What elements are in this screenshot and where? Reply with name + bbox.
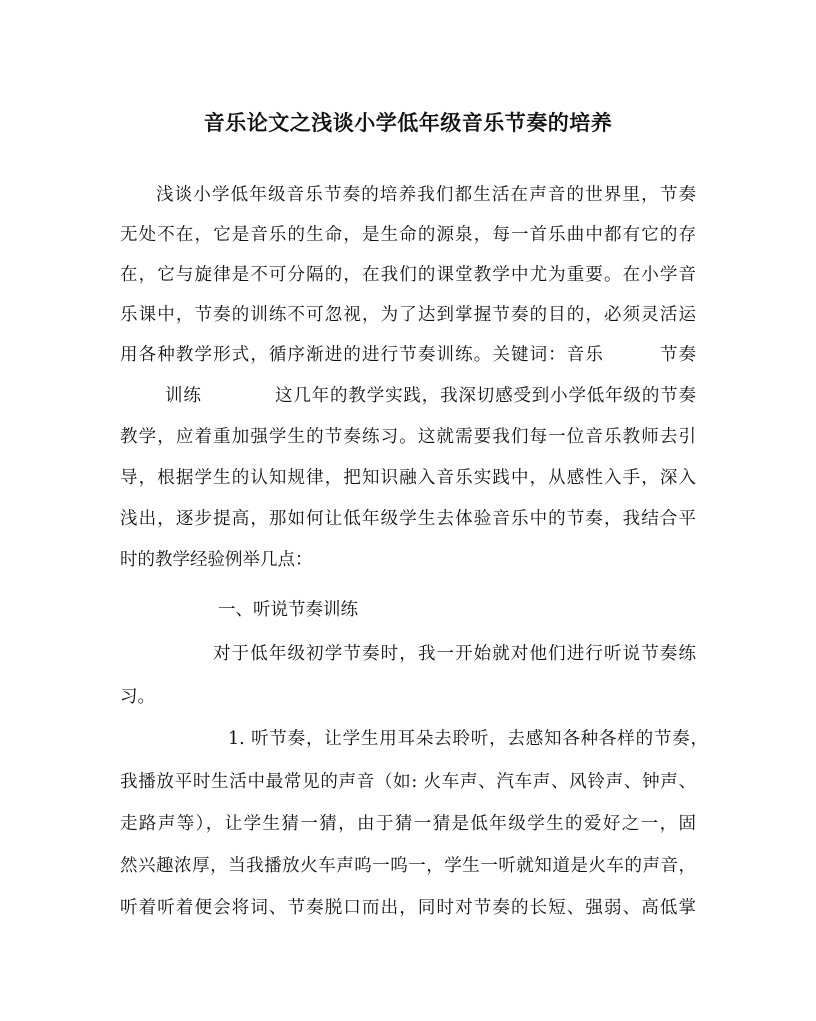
section-heading: 一、听说节奏训练 [218,600,358,620]
paragraph-line: 用各种教学形式，循序渐进的进行节奏训练。关键词：音乐 节奏 [120,345,696,365]
paragraph-line: 时的教学经验例举几点： [120,550,313,570]
paragraph-line: 浅谈小学低年级音乐节奏的培养我们都生活在声音的世界里，节奏 [156,185,696,205]
paragraph-line: 然兴趣浓厚，当我播放火车声呜一呜一，学生一听就知道是火车的声音， [120,856,696,876]
paragraph-line: 我播放平时生活中最常见的声音（如: 火车声、汽车声、风铃声、钟声、 [120,772,696,792]
paragraph-line: 听着听着便会将词、节奏脱口而出，同时对节奏的长短、强弱、高低掌 [120,898,696,918]
paragraph-line: 在，它与旋律是不可分隔的，在我们的课堂教学中尤为重要。在小学音 [120,265,696,285]
paragraph-line: 对于低年级初学节奏时，我一开始就对他们进行听说节奏练 [213,644,696,664]
paragraph-line: 无处不在，它是音乐的生命，是生命的源泉，每一首乐曲中都有它的存 [120,225,696,245]
paragraph-line: 走路声等），让学生猜一猜，由于猜一猜是低年级学生的爱好之一，固 [120,814,696,834]
paragraph-line: 训练 这几年的教学实践，我深切感受到小学低年级的节奏 [165,386,696,406]
paragraph-line: 导，根据学生的认知规律，把知识融入音乐实践中，从感性入手，深入 [120,468,696,488]
paragraph-line: 1. 听节奏，让学生用耳朵去聆听，去感知各种各样的节奏， [228,729,708,749]
paragraph-line: 教学，应着重加强学生的节奏练习。这就需要我们每一位音乐教师去引 [120,427,696,447]
paragraph-line: 浅出，逐步提高，那如何让低年级学生去体验音乐中的节奏，我结合平 [120,509,696,529]
paragraph-line: 乐课中，节奏的训练不可忽视，为了达到掌握节奏的目的，必须灵活运 [120,305,696,325]
paragraph-line: 习。 [120,687,155,707]
document-title: 音乐论文之浅谈小学低年级音乐节奏的培养 [203,110,613,135]
